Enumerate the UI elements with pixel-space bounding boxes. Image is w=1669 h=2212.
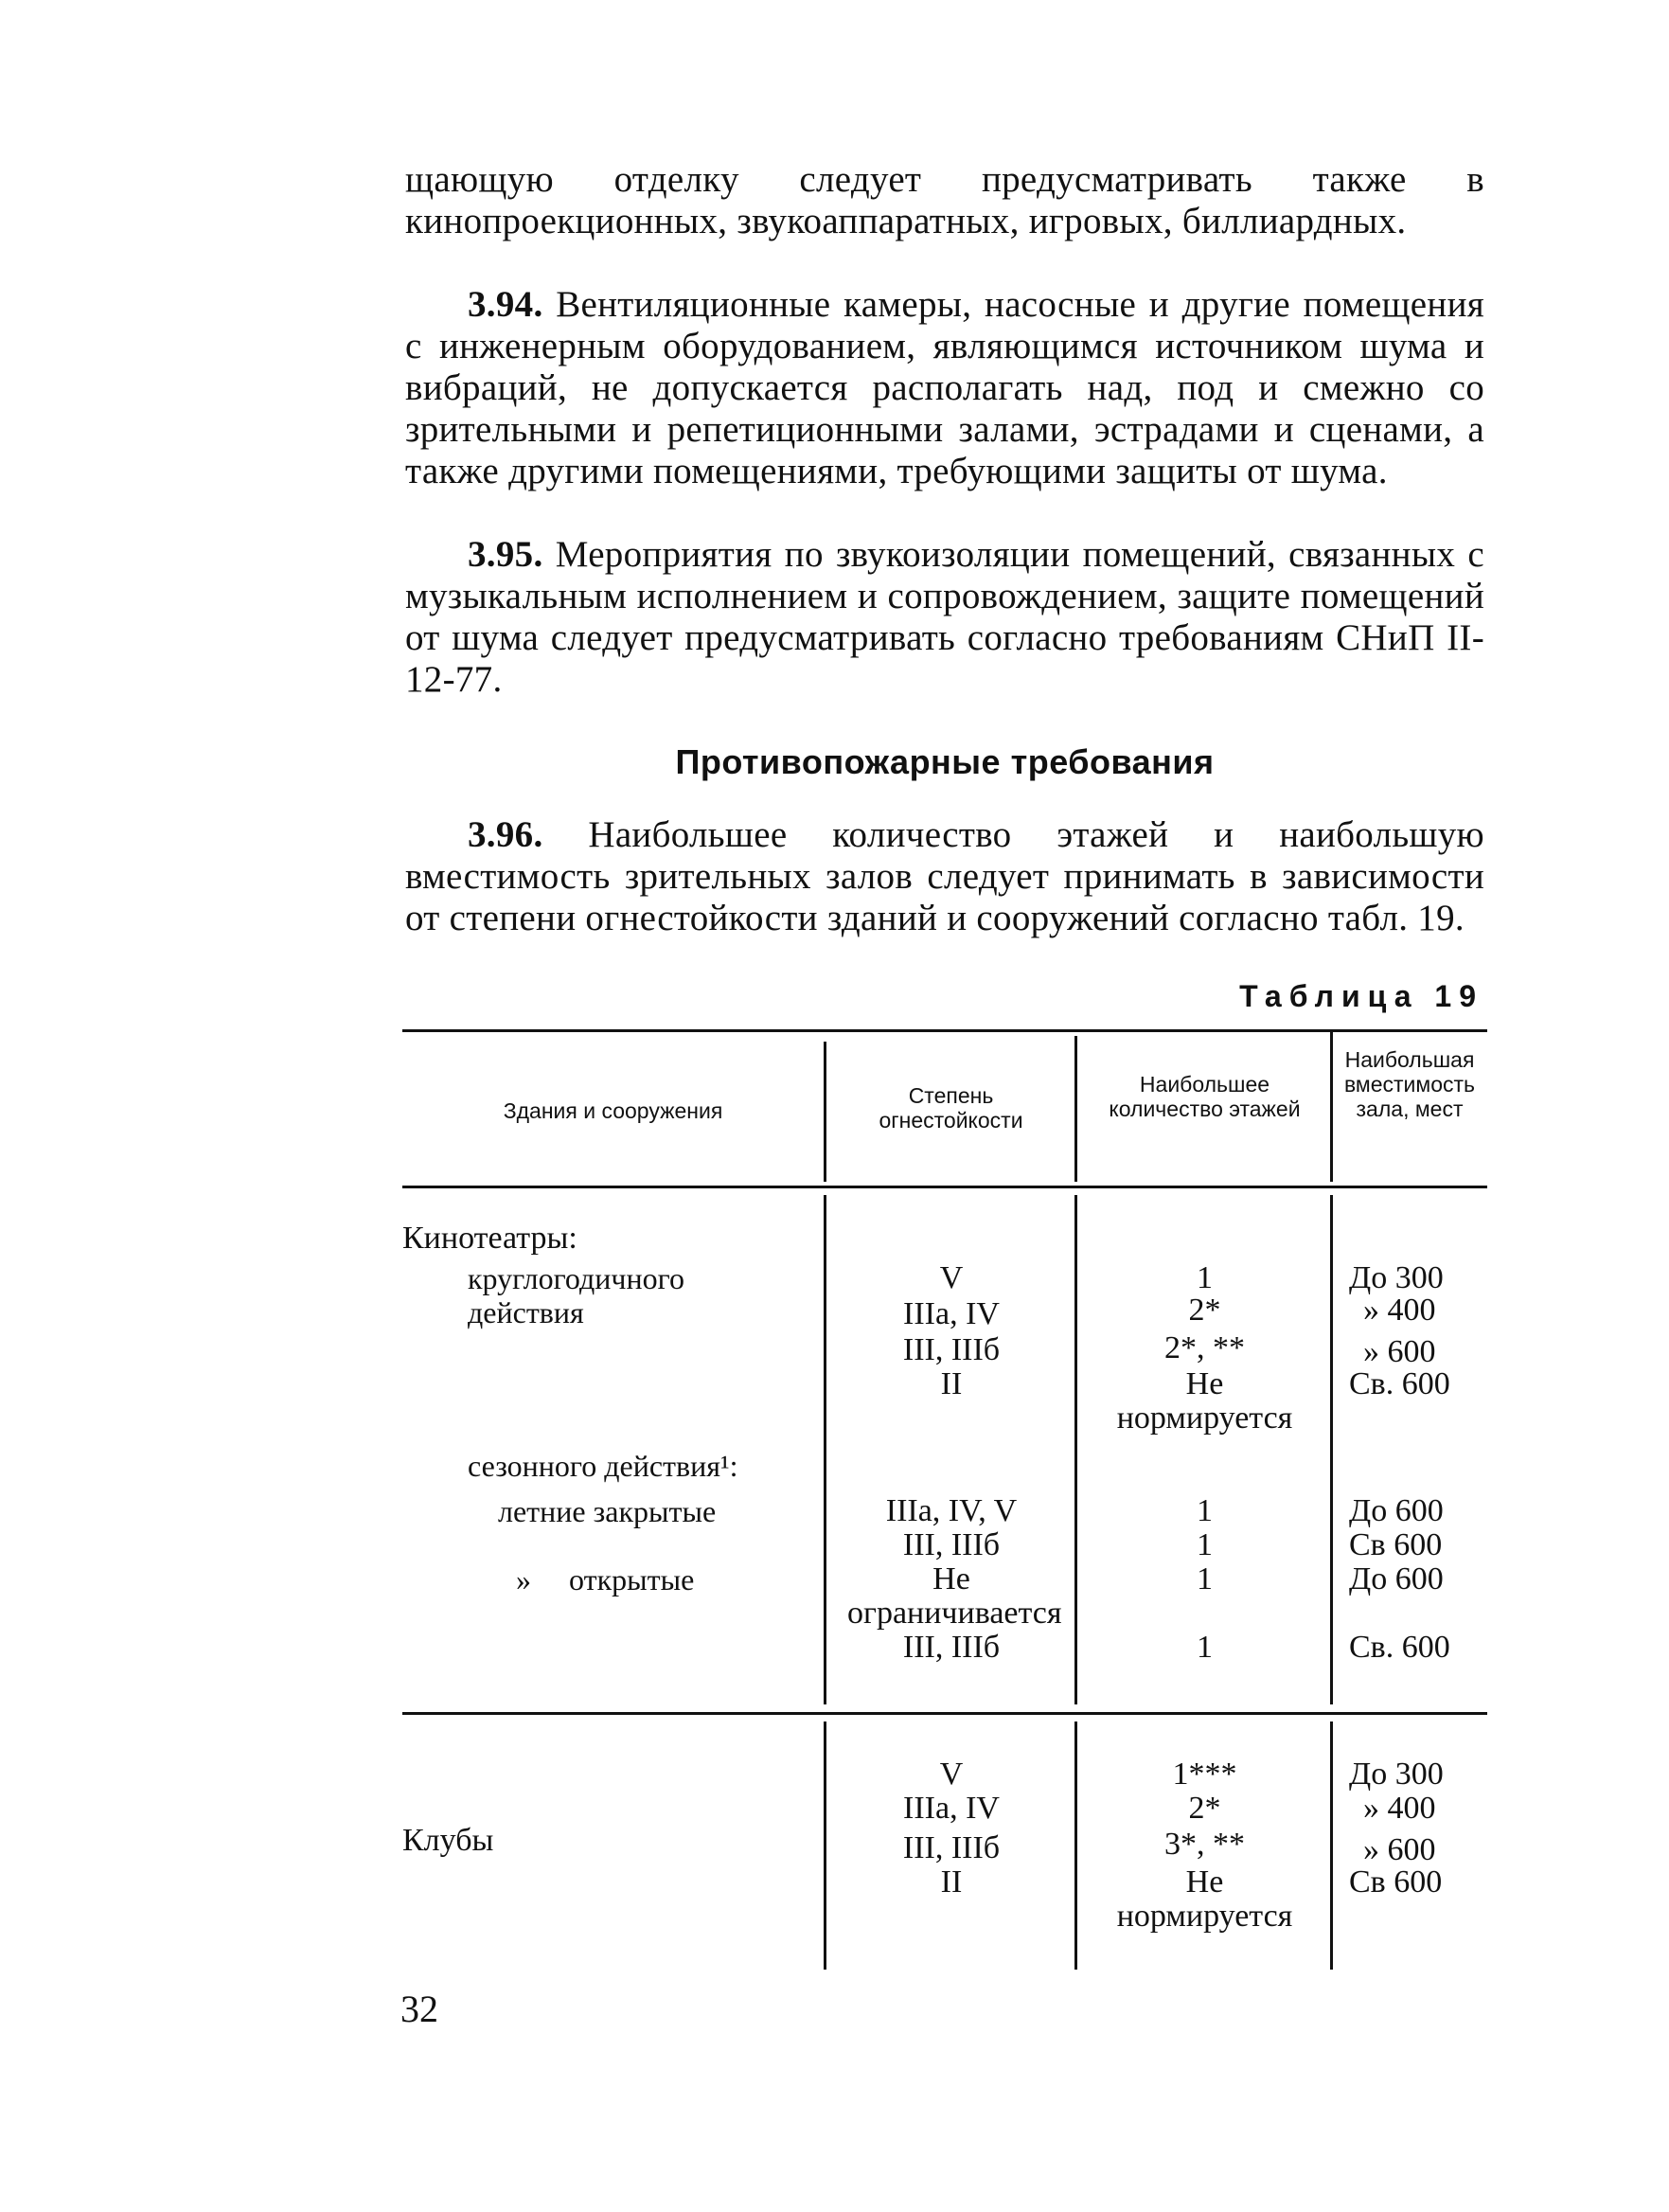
clubs-group-label: Клубы xyxy=(402,1823,494,1858)
table-cell: До 300 xyxy=(1349,1757,1444,1792)
cinema-summer-open-label: » открытые xyxy=(516,1562,695,1597)
table-cell: II xyxy=(940,1366,963,1401)
section-heading: Противопожарные требования xyxy=(675,742,1215,781)
table-header-rule xyxy=(402,1186,1487,1188)
table-cell: » 600 xyxy=(1363,1334,1436,1369)
column-divider xyxy=(1330,1032,1333,1182)
column-divider xyxy=(1074,1721,1077,1970)
table-cell: 1 xyxy=(1197,1260,1213,1295)
table-cell: 3*, ** xyxy=(1164,1827,1245,1862)
header-fire-resistance: Степень огнестойкости xyxy=(879,1083,1023,1133)
column-divider xyxy=(1330,1195,1333,1704)
table-cell: » 400 xyxy=(1363,1791,1436,1826)
table-caption: Таблица 19 xyxy=(1239,979,1483,1013)
table-cell: Св. 600 xyxy=(1349,1366,1450,1401)
column-divider xyxy=(1330,1721,1333,1970)
table-top-rule xyxy=(402,1029,1487,1032)
table-section-rule xyxy=(402,1712,1487,1715)
paragraph-3-94: 3.94. Вентиляционные камеры, насосные и другие помещения с инженерным оборудованием, являющимся источником шума и вибраций, не допускается располагать над, под и смежно со зрительными и репетиционными залами, эстрадами и сценами, а также другими помещениями, требующими защиты от шума. xyxy=(405,284,1484,491)
table-cell: Не ограничивается xyxy=(847,1561,1062,1631)
page-number: 32 xyxy=(400,1988,438,2030)
table-cell: Св. 600 xyxy=(1349,1630,1450,1665)
table-cell: 2* xyxy=(1188,1791,1221,1826)
column-divider xyxy=(1074,1036,1077,1182)
cinema-group-label: Кинотеатры: xyxy=(402,1221,577,1256)
table-cell: III, IIIб xyxy=(902,1332,1001,1367)
table-cell: Не нормируется xyxy=(1116,1864,1293,1934)
table-cell: IIIа, IV xyxy=(903,1296,1000,1331)
table-cell: V xyxy=(939,1260,964,1295)
table-cell: Не нормируется xyxy=(1116,1366,1293,1436)
table-cell: II xyxy=(940,1864,963,1900)
table-cell: 1 xyxy=(1197,1527,1213,1562)
column-divider xyxy=(1074,1195,1077,1704)
table-cell: 2* xyxy=(1188,1293,1221,1328)
table-cell: III, IIIб xyxy=(902,1630,1001,1665)
table-cell: Св 600 xyxy=(1349,1527,1443,1562)
table-cell: 1 xyxy=(1197,1561,1213,1597)
table-cell: » 600 xyxy=(1363,1832,1436,1867)
paragraph-continuation: щающую отделку следует предусматривать также в кинопроекционных, звукоаппаратных, игровых, биллиардных. xyxy=(405,159,1484,241)
table-cell: Св 600 xyxy=(1349,1864,1443,1900)
paragraph-number: 3.95. xyxy=(468,534,543,575)
column-divider xyxy=(824,1721,826,1970)
paragraph-number: 3.94. xyxy=(468,284,543,325)
table-cell: До 600 xyxy=(1349,1493,1444,1528)
paragraph-number: 3.96. xyxy=(468,814,543,855)
header-max-capacity: Наибольшая вместимость зала, мест xyxy=(1343,1047,1476,1121)
table-cell: 1 xyxy=(1197,1630,1213,1665)
table-cell: До 300 xyxy=(1349,1260,1444,1295)
table-cell: IIIа, IV xyxy=(903,1791,1000,1826)
table-cell: » 400 xyxy=(1363,1293,1436,1328)
table-cell: До 600 xyxy=(1349,1561,1444,1597)
cinema-seasonal-label: сезонного действия¹: xyxy=(468,1449,738,1483)
table-cell: 2*, ** xyxy=(1164,1330,1245,1365)
column-divider xyxy=(824,1195,826,1704)
header-max-floors: Наибольшее количество этажей xyxy=(1109,1072,1301,1121)
table-cell: V xyxy=(939,1757,964,1792)
table-cell: IIIа, IV, V xyxy=(885,1493,1018,1528)
paragraph-3-96: 3.96. Наибольшее количество этажей и наибольшую вместимость зрительных залов следует принимать в зависимости от степени огнестойкости зданий и сооружений согласно табл. 19. xyxy=(405,814,1484,938)
paragraph-3-95: 3.95. Мероприятия по звукоизоляции помещений, связанных с музыкальным исполнением и сопровождением, защите помещений от шума следует предусматривать согласно требованиям СНиП II-12-77. xyxy=(405,534,1484,700)
column-divider xyxy=(824,1042,826,1182)
table-cell: 1 xyxy=(1197,1493,1213,1528)
cinema-yearround-label: круглогодичного действия xyxy=(468,1261,684,1329)
header-building: Здания и сооружения xyxy=(503,1098,723,1123)
table-cell: 1*** xyxy=(1172,1757,1237,1792)
table-cell: III, IIIб xyxy=(902,1527,1001,1562)
table-cell: III, IIIб xyxy=(902,1830,1001,1865)
cinema-summer-closed-label: летние закрытые xyxy=(498,1494,717,1528)
